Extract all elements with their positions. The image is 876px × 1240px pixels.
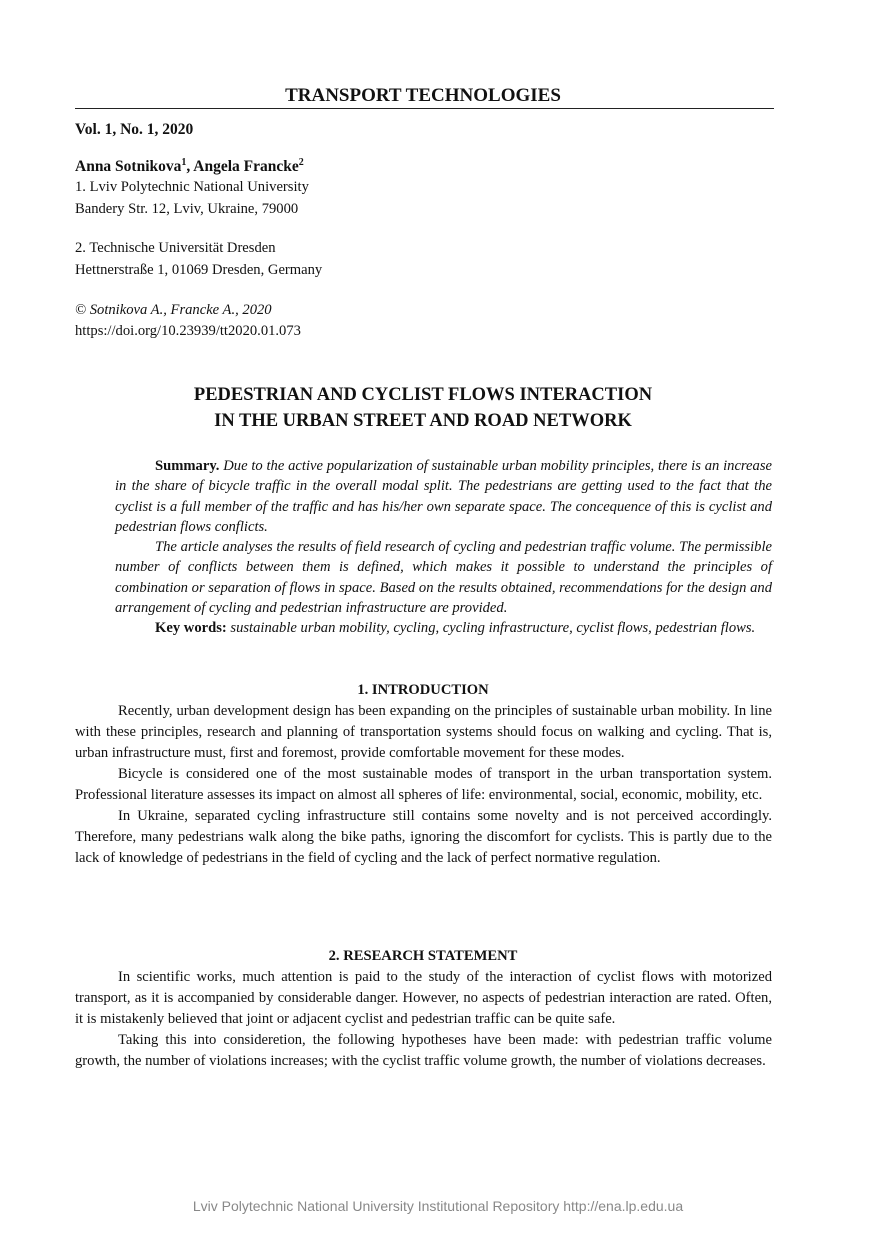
keywords-text: sustainable urban mobility, cycling, cycling infrastructure, cyclist flows, pedestrian flows. xyxy=(226,620,756,637)
section-1-paragraph: In Ukraine, separated cycling infrastructure still contains some novelty and is not perceived accordingly. Therefore, many pedestrians walk along the bike paths, ignoring the discomfort for cyclists. This is partly due to the lack of knowledge of pedestrians in the field of cycling and the lack of perfect normative regulation. xyxy=(75,808,772,866)
section-2-body xyxy=(75,967,772,1072)
author-1: Anna Sotnikova xyxy=(75,158,182,176)
section-2-heading: 2. RESEARCH STATEMENT xyxy=(328,948,518,964)
author-2-affiliation-mark: 2 xyxy=(298,157,304,168)
section-1-body xyxy=(75,701,772,869)
affiliation-1-name: 1. Lviv Polytechnic National University xyxy=(75,179,309,195)
repository-footer: Lviv Polytechnic National University Institutional Repository http://ena.lp.edu.ua xyxy=(192,1198,684,1214)
author-separator: , xyxy=(186,158,194,176)
paper-title-line-2: IN THE URBAN STREET AND ROAD NETWORK xyxy=(214,411,632,431)
section-1-paragraph: Recently, urban development design has been expanding on the principles of sustainable urban mobility. In line with these principles, research and planning of transportation systems should focus on walking and cycling. That is, urban infrastructure must, first and foremost, provide comfortable movement for these modes. xyxy=(75,703,772,761)
author-1-affiliation-mark: 1 xyxy=(181,157,187,168)
section-1-paragraph: Bicycle is considered one of the most sustainable modes of transport in the urban transportation system. Professional literature assesses its impact on almost all spheres of life: environmental, social, economic, mobility, etc. xyxy=(75,766,772,803)
summary-text-1: Due to the active popularization of sustainable urban mobility principles, there is an increase in the share of bicycle traffic in the overall modal split. The pedestrians are getting used to the fact that the cyclist is a full member of the traffic and has his/her own separate space. The concequence of this is cyclist and pedestrian flows conflicts. xyxy=(115,458,772,535)
summary-paragraph-2: The article analyses the results of field research of cycling and pedestrian traffic volume. The permissible number of conflicts between them is defined, which makes it possible to understand the principles of combination or separation of flows in space. Based on the results obtained, recommendations for the design and arrangement of cycling and pedestrian infrastructure are provided. xyxy=(115,539,772,617)
section-2-paragraph: In scientific works, much attention is paid to the study of the interaction of cyclist flows with motorized transport, as it is accompanied by considerable danger. However, no aspects of pedestrian interaction are rated. Often, it is mistakenly believed that joint or adjacent cyclist and pedestrian traffic can be quite safe. xyxy=(75,969,772,1027)
affiliation-2-address: Hettnerstraße 1, 01069 Dresden, Germany xyxy=(75,262,323,278)
keywords-paragraph xyxy=(115,618,772,638)
keywords-label: Key words: xyxy=(155,620,227,637)
summary-label: Summary. xyxy=(155,458,220,474)
affiliation-1-address: Bandery Str. 12, Lviv, Ukraine, 79000 xyxy=(75,201,299,217)
doi-link[interactable]: https://doi.org/10.23939/tt2020.01.073 xyxy=(75,323,301,339)
author-2: Angela Francke xyxy=(193,158,299,176)
paper-title-line-1: PEDESTRIAN AND CYCLIST FLOWS INTERACTION xyxy=(193,385,653,405)
section-2-paragraph: Taking this into consideretion, the following hypotheses have been made: with pedestrian traffic volume growth, the number of violations increases; with the cyclist traffic volume growth, the number of violations decreases. xyxy=(75,1032,772,1069)
copyright: © Sotnikova A., Francke A., 2020 xyxy=(75,302,272,318)
summary-block xyxy=(115,456,772,639)
summary-paragraph-1 xyxy=(115,456,772,537)
affiliation-2-name: 2. Technische Universität Dresden xyxy=(75,240,276,256)
journal-title: TRANSPORT TECHNOLOGIES xyxy=(285,85,561,106)
volume-info: Vol. 1, No. 1, 2020 xyxy=(75,121,194,138)
section-1-heading: 1. INTRODUCTION xyxy=(357,682,489,698)
authors xyxy=(75,157,304,176)
header-rule xyxy=(75,108,774,109)
